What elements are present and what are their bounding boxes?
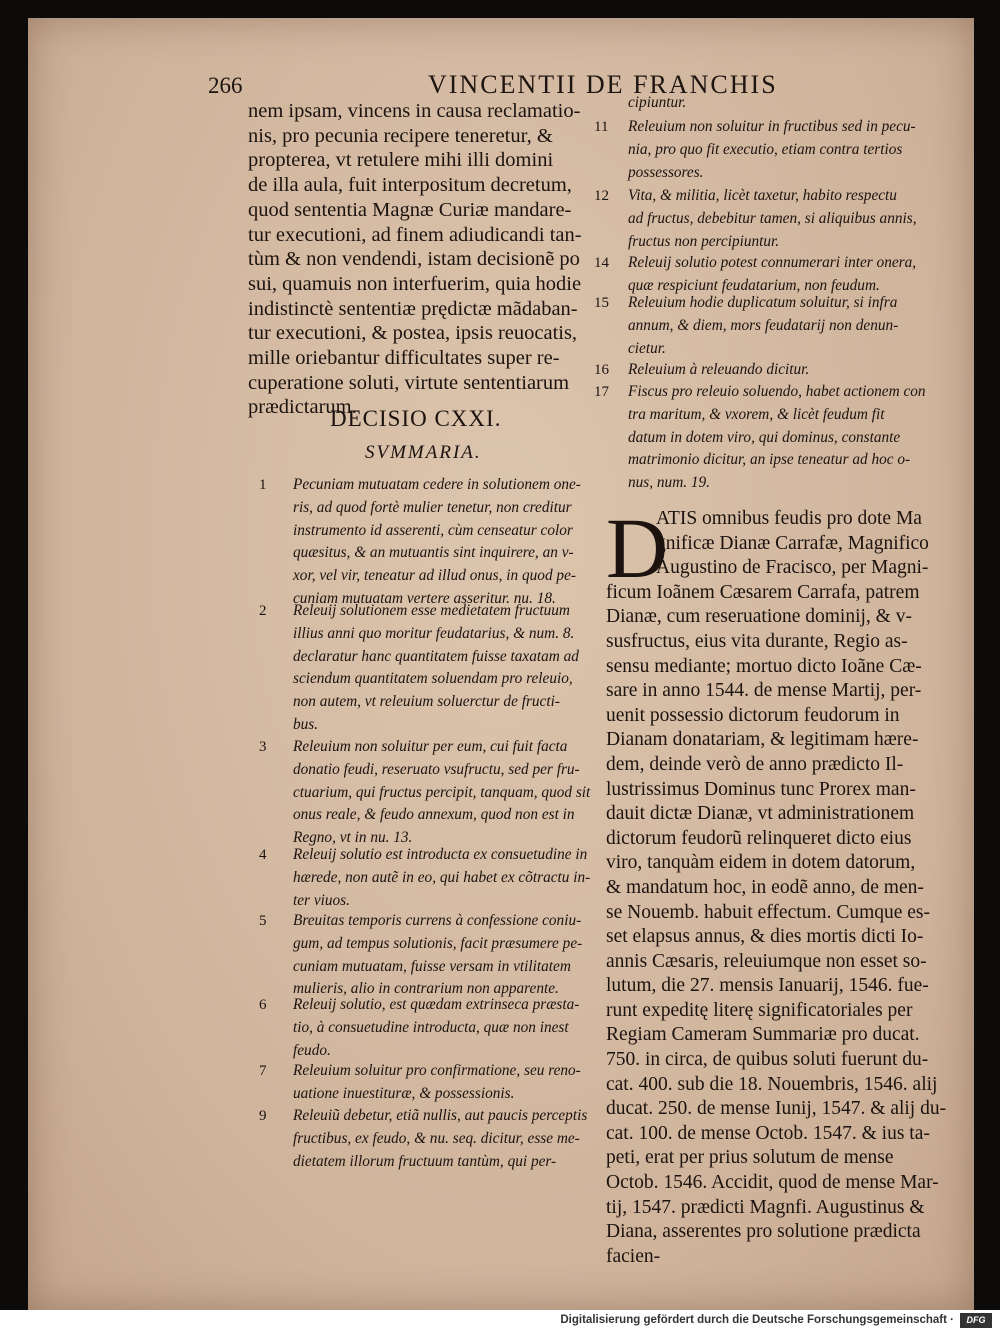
funding-notice: Digitalisierung gefördert durch die Deutsche Forschungsgemeinschaft ·	[560, 1314, 954, 1326]
summaria-line: nia, pro quo fit executio, etiam contra tertios	[628, 140, 903, 158]
summaria-line: dietatem illorum fructuum tantùm, qui per-	[293, 1152, 557, 1170]
summaria-entry	[594, 116, 938, 184]
summaria-line: hærede, non autẽ in eo, qui habet ex cõtractu in-	[293, 868, 591, 886]
text-line: cuperatione soluti, virtute sententiarum	[248, 371, 570, 394]
summaria-line: instrumento id asserenti, cùm censeatur color	[293, 521, 573, 539]
summaria-line: Regno, vt in nu. 13.	[293, 829, 413, 847]
summaria-line: nus, num. 19.	[628, 474, 711, 492]
summaria-line: donatio feudi, reseruato vsufructu, sed per fru-	[293, 760, 580, 778]
summaria-line: annum, & diem, mors feudatarij non denun-	[628, 316, 899, 334]
summaria-line: quæ respiciunt feudatarium, non feudum.	[628, 276, 880, 294]
text-line: sui, quamuis non interfuerim, quia hodie	[248, 272, 582, 295]
summaria-number: 11	[594, 119, 609, 135]
text-line: lustrissimus Dominus tunc Prorex man-	[606, 778, 916, 800]
summaria-line: possessores.	[628, 163, 704, 181]
summaria-entry	[594, 381, 938, 495]
text-line: propterea, vt retulere mihi illi domini	[248, 149, 554, 172]
summaria-line: declaratur hanc quantitatem fuisse taxatam ad	[293, 647, 579, 665]
summaria-title: SVMMARIA.	[365, 442, 482, 463]
summaria-number: 1	[259, 477, 267, 493]
dfg-logo: DFG	[960, 1313, 992, 1328]
text-line: quod sententia Magnæ Curiæ mandare-	[248, 198, 572, 221]
summaria-line: tra maritum, & vxorem, & licèt feudum fit	[628, 405, 885, 423]
summaria-line: gum, ad tempus solutionis, facit præsumere pe-	[293, 934, 583, 952]
summaria-line: Releuium à releuando dicitur.	[628, 361, 810, 378]
summaria-line: feudo.	[293, 1041, 331, 1059]
summaria-entry	[594, 292, 938, 360]
text-line: Diana, asserentes pro solutione prædicta	[606, 1221, 921, 1243]
summaria-line: non autem, vt releuium soluerctur de fructi-	[293, 693, 560, 711]
summaria-number: 5	[259, 913, 267, 929]
summaria-line: bus.	[293, 715, 319, 733]
text-line: & mandatum hoc, in eodẽ anno, de men-	[606, 876, 924, 898]
text-line: Regiam Cameram Summariæ pro ducat.	[606, 1024, 920, 1046]
text-line: cat. 100. de mense Octob. 1547. & ius ta-	[606, 1122, 930, 1144]
text-line: ducat. 250. de mense Iunij, 1547. & alij du-	[606, 1098, 947, 1120]
text-line: facien-	[606, 1245, 661, 1267]
text-line: se Nouemb. habuit effectum. Cumque es-	[606, 901, 931, 923]
summaria-line: quæsitus, & an mutuantis sint inquirere, an v-	[293, 544, 574, 562]
summaria-line: Releuij solutio est introducta ex consuetudine in	[293, 846, 588, 863]
drop-cap: D	[606, 500, 669, 596]
summaria-line: ctuarium, qui fructus percipit, tanquam, quod sit	[293, 783, 591, 801]
summaria-line: Releuij solutio potest connumerari inter onera,	[628, 254, 917, 271]
summaria-line: Pecuniam mutuatam cedere in solutionem one-	[293, 476, 581, 493]
summaria-entry	[259, 844, 593, 912]
text-line: dictorum feudorũ relinqueret dicto eius	[606, 827, 912, 849]
text-line: tur executioni, ad finem adiudicandi tan-	[248, 223, 582, 246]
text-line: lutum, die 27. mensis Ianuarij, 1546. fue-	[606, 975, 929, 997]
text-line: ATIS omnibus feudis pro dote Ma	[656, 508, 922, 529]
summaria-line: matrimonio dicitur, an ipse teneatur ad hoc o-	[628, 451, 911, 469]
text-line: gnificæ Dianæ Carrafæ, Magnifico	[656, 532, 929, 554]
summaria-entry	[594, 359, 938, 382]
summaria-line: fructibus, ex feudo, & nu. seq. dicitur, esse me-	[293, 1129, 580, 1147]
summaria-entry	[259, 600, 593, 737]
summaria-line: fructus non percipiuntur.	[628, 232, 780, 250]
summaria-number: 3	[259, 739, 267, 755]
summaria-line: Releuiũ debetur, etiã nullis, aut paucis perceptis	[293, 1107, 588, 1124]
summaria-line: cuniam mutuatam, fuisse versam in vtilitatem	[293, 957, 571, 975]
summaria-number: 15	[594, 295, 609, 311]
summaria-line: mulieris, alio in contrarium non apparente.	[293, 980, 559, 998]
text-line: Dianæ, cum reseruatione dominij, & v-	[606, 606, 912, 628]
summaria-line: tio, à consuetudine introducta, quæ non inest	[293, 1018, 569, 1036]
left-body-text	[248, 99, 588, 420]
summaria-line: uatione inuestituræ, & possessionis.	[293, 1084, 515, 1102]
text-line: sensu mediante; mortuo dicto Ioãne Cæ-	[606, 655, 922, 677]
text-line: tij, 1547. prædicti Magnfi. Augustinus &	[606, 1196, 925, 1218]
right-body-text	[606, 500, 947, 1269]
text-line: nis, pro pecunia recipere teneretur, &	[248, 124, 553, 147]
summaria-entry	[259, 1105, 593, 1173]
summaria-line: illius anni quo moritur feudatarius, & num. 8.	[293, 624, 575, 642]
summaria-line: datum in dotem viro, qui dominus, constante	[628, 428, 901, 446]
summaria-line: Vita, & militia, licèt taxetur, habito respectu	[628, 187, 897, 204]
summaria-line: Releuium soluitur pro confirmatione, seu reno-	[293, 1062, 581, 1079]
summaria-number: 14	[594, 255, 609, 271]
text-line: ficum Ioãnem Cæsarem Carrafa, patrem	[606, 581, 920, 603]
summaria-entry	[259, 1060, 593, 1106]
text-line: tùm & non vendendi, istam decisionẽ po	[248, 248, 580, 271]
text-line: uenit possessio dictorum feudorum in	[606, 704, 900, 726]
summaria-entry	[259, 474, 593, 611]
summaria-line: ter viuos.	[293, 891, 350, 909]
summaria-line: xor, vel vir, teneatur ad illud onus, in quod pe-	[293, 567, 576, 585]
summaria-line: ris, ad quod fortè mulier tenetur, non creditur	[293, 498, 572, 516]
summaria-line: Releuium non soluitur in fructibus sed in pecu-	[628, 118, 916, 135]
text-line: peti, erat per prius solutum de mense	[606, 1147, 894, 1169]
text-line: prædictarum.	[248, 396, 357, 419]
summaria-line: cietur.	[628, 339, 666, 357]
summaria-entry	[628, 92, 938, 115]
text-line: Octob. 1546. Accidit, quod de mense Mar-	[606, 1172, 939, 1194]
text-line: dem, deinde verò de anno prædicto Il-	[606, 753, 904, 775]
summaria-entry	[594, 185, 938, 253]
text-line: viro, tanquàm eidem in dotem datorum,	[606, 852, 916, 874]
summaria-line: Fiscus pro releuio soluendo, habet actionem con	[628, 383, 926, 400]
summaria-entry	[259, 994, 593, 1062]
text-line: susfructus, eius vita durante, Regio as-	[606, 630, 908, 652]
summaria-number: 6	[259, 997, 267, 1013]
text-line: annis Cæsaris, releuiumque non esset so-	[606, 950, 927, 972]
summaria-line: Releuij solutio, est quædam extrinseca præsta-	[293, 996, 580, 1013]
summaria-entry	[259, 910, 593, 1001]
text-line: Augustino de Fracisco, per Magni-	[656, 557, 929, 579]
text-line: indistinctè sententiæ prędictæ mãdaban-	[248, 297, 578, 320]
summaria-number: 16	[594, 362, 609, 378]
text-line: Dianam donatariam, & legitimam hære-	[606, 729, 919, 751]
text-line: sare in anno 1544. de mense Martij, per-	[606, 680, 922, 702]
summaria-entry	[259, 736, 593, 850]
folio-number: 266	[208, 73, 243, 98]
summaria-line: cipiuntur.	[628, 94, 687, 111]
summaria-line: onus reale, & feudo annexum, quod non est in	[293, 806, 575, 824]
text-line: tur executioni, & postea, ipsis reuocatis,	[248, 322, 578, 345]
summaria-number: 17	[594, 384, 609, 400]
text-line: de illa aula, fuit interpositum decretum,	[248, 174, 572, 197]
text-line: 750. in circa, de quibus soluti fuerunt du-	[606, 1049, 929, 1071]
summaria-entry	[594, 252, 938, 298]
text-line: mille oriebantur difficultates super re-	[248, 347, 560, 370]
summaria-line: Releuij solutionem esse medietatem fructuum	[293, 602, 570, 619]
decisio-title: DECISIO CXXI.	[330, 406, 502, 431]
summaria-line: Releuium hodie duplicatum soluitur, si infra	[628, 294, 898, 311]
summaria-line: Breuitas temporis currens à confessione coniu-	[293, 912, 582, 929]
text-line: cat. 400. sub die 18. Nouembris, 1546. alij	[606, 1073, 938, 1095]
text-line: set elapsus annus, & dies mortis dicti Io-	[606, 926, 924, 948]
text-line: nem ipsam, vincens in causa reclamatio-	[248, 100, 581, 122]
summaria-line: cuniam mutuatam vertere asseritur. nu. 18.	[293, 589, 556, 607]
summaria-number: 4	[259, 847, 267, 863]
summaria-number: 12	[594, 188, 609, 204]
summaria-number: 7	[259, 1063, 267, 1079]
summaria-line: ad fructus, debebitur tamen, si aliquibus annis,	[628, 209, 917, 227]
summaria-line: sciendum quantitatem soluendam pro releuio,	[293, 670, 573, 688]
footer-bar	[0, 1310, 1000, 1332]
summaria-number: 9	[259, 1108, 267, 1124]
summaria-line: Releuium non soluitur per eum, cui fuit facta	[293, 738, 568, 755]
text-line: dauit dictæ Dianæ, vt administrationem	[606, 803, 915, 825]
summaria-number: 2	[259, 603, 267, 619]
text-line: runt expeditę literę significatoriales per	[606, 999, 913, 1021]
running-title: VINCENTII DE FRANCHIS	[428, 70, 778, 99]
